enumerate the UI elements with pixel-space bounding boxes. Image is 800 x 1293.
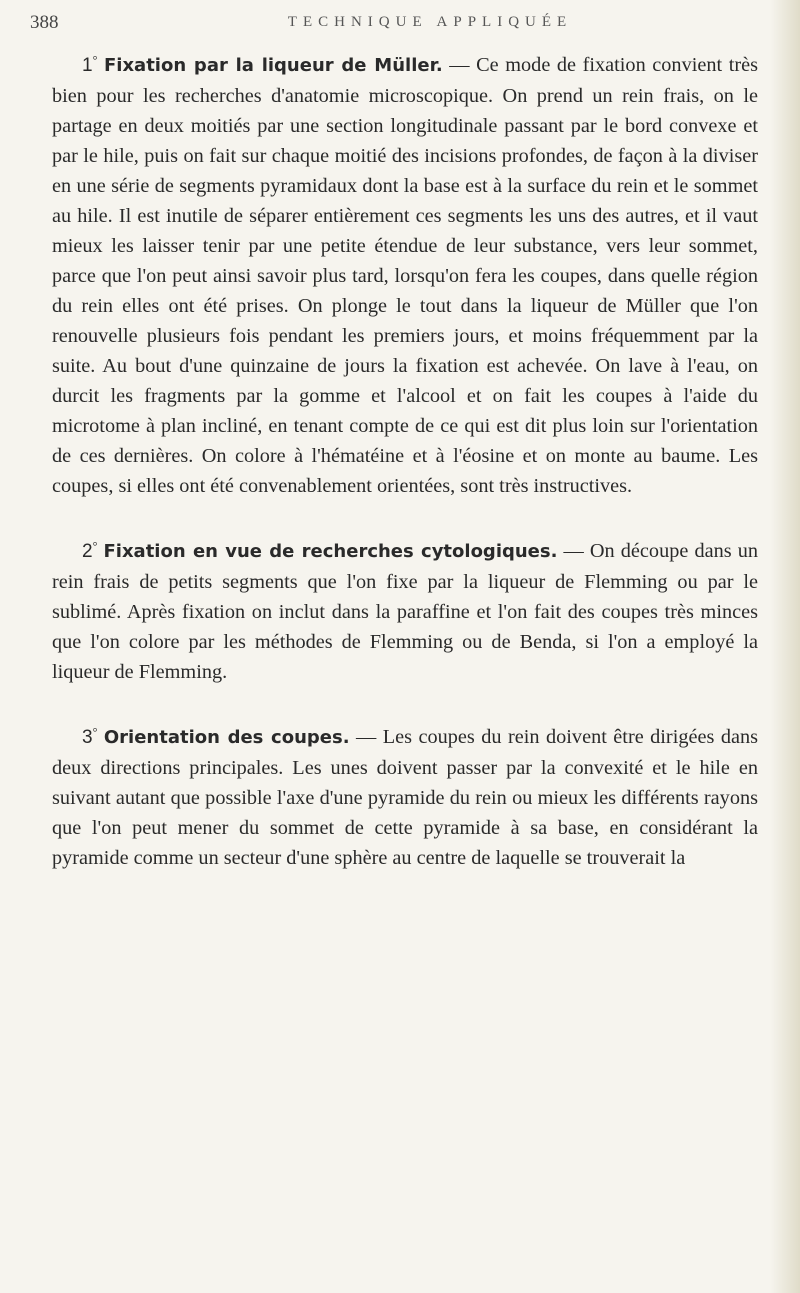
paragraph-orientation-coupes (52, 717, 758, 873)
degree-sign: ° (92, 539, 98, 553)
degree-sign: ° (92, 725, 98, 739)
section-number: 3 (82, 727, 93, 748)
section-number: 2 (82, 541, 93, 562)
paragraph-text: — On découpe dans un rein frais de petits segments que l'on fixe par la liqueur de Flemming ou par le sublimé. Après fixation on inclut dans la paraffine et l'on fait des coupes très minces que l'on colore par les méthodes de Flemming ou de Benda, si l'on a employé la liqueur de Flemming. (52, 540, 758, 683)
section-heading: Orientation des coupes. (103, 727, 350, 748)
section-heading: Fixation par la liqueur de Müller. (103, 55, 443, 76)
paragraph-fixation-cytologiques (52, 531, 758, 687)
paragraph-fixation-muller (52, 45, 758, 501)
paragraph-text: — Les coupes du rein doivent être dirigées dans deux directions principales. Les unes doivent passer par la convexité et le hile en suivant autant que possible l'axe d'une pyramide du rein ou mieux les différents rayons que l'on peut mener du sommet de cette pyramide à sa base, en considérant la pyramide comme un secteur d'une sphère au centre de laquelle se trouverait la (52, 726, 758, 869)
section-heading: Fixation en vue de recherches cytologiques. (103, 541, 558, 562)
body-text (52, 45, 758, 873)
page-edge-shadow (770, 0, 800, 1293)
degree-sign: ° (92, 53, 98, 67)
section-number: 1 (82, 55, 93, 76)
paragraph-text: — Ce mode de fixation convient très bien pour les recherches d'anatomie microscopique. On prend un rein frais, on le partage en deux moitiés par une section longitudinale passant par le bord convexe et par le hile, puis on fait sur chaque moitié des incisions profondes, de façon à la diviser en une série de segments pyramidaux dont la base est à la surface du rein et le sommet au hile. Il est inutile de séparer entièrement ces segments les uns des autres, et il vaut mieux les laisser tenir par une petite étendue de leur substance, vers leur sommet, parce que l'on peut ainsi savoir plus tard, lorsqu'on fera les coupes, dans quelle région du rein elles ont été prises. On plonge le tout dans la liqueur de Müller que l'on renouvelle plusieurs fois pendant les premiers jours, et moins fréquemment par la suite. Au bout d'une quinzaine de jours la fixation est achevée. On lave à l'eau, on durcit les fragments par la gomme et l'alcool et on fait les coupes à l'aide du microtome à plan incliné, en tenant compte de ce qui est dit plus loin sur l'orientation de ces dernières. On colore à l'hématéine et à l'éosine et on monte au baume. Les coupes, si elles ont été convenablement orientées, sont très instructives. (52, 54, 758, 497)
page-number: 388 (30, 12, 59, 33)
running-title: TECHNIQUE APPLIQUÉE (287, 14, 573, 30)
page-header (30, 6, 770, 36)
